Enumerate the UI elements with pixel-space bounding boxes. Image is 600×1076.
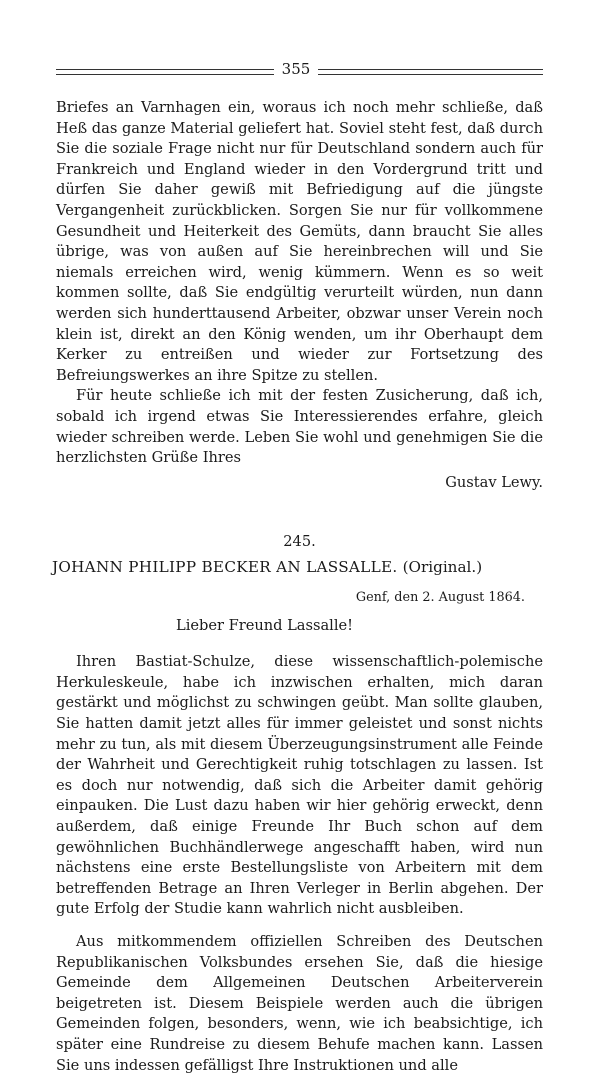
dateline: Genf, den 2. August 1864. [355, 590, 525, 606]
continued-paragraph-2: Für heute schließe ich mit der festen Zusicherung, daß ich, sobald ich irgend etwas Sie Interessierendes erfahre, gleich wieder schreiben werde. Leben Sie wohl und genehmigen Sie die herzlichsten Grüße Ihres [56, 387, 543, 467]
letter-paragraph-2: Aus mitkommendem offiziellen Schreiben des Deutschen Republikanischen Volksbundes ersehen Sie, daß die hiesige Gemeinde dem Allgemeinen Deutschen Arbeiterverein beigetreten ist. Diesem Beispiele werden auch die übrigen Gemeinden folgen, besonders, wenn, wie ich beabsichtige, ich später eine Rundreise zu diesem Behufe machen kann. Lassen Sie uns indessen gefälligst Ihre Instruktionen und alle [56, 933, 543, 1074]
continued-letter [56, 98, 543, 493]
running-header [56, 58, 543, 84]
header-rule-right [318, 69, 543, 75]
salutation: Lieber Freund Lassalle! [176, 617, 354, 635]
page-number: 355 [281, 60, 311, 78]
signature: Gustav Lewy. [445, 473, 543, 491]
book-page [52, 58, 543, 1076]
letter-heading-title: JOHANN PHILIPP BECKER AN LASSALLE. [52, 558, 398, 577]
letter-paragraph-1: Ihren Bastiat-Schulze, diese wissenschaftlich-polemische Herkuleskeule, habe ich inzwischen erhalten, mich daran gestärkt und möglichst zu schwingen geübt. Man sollte glauben, Sie hatten damit jetzt alles für immer geleistet und sonst nichts mehr zu tun, als mit diesem Überzeugungsinstrument alle Feinde der Wahrheit und Gerechtigkeit ruhig totschlagen zu lassen. Ist es doch nur notwendig, daß sich die Arbeiter damit gehörig einpauken. Die Lust dazu haben wir hier gehörig erweckt, denn außerdem, daß einige Freunde Ihr Buch schon auf dem gewöhnlichen Buchhändlerwege angeschafft haben, wird nun nächstens eine erste Bestellungsliste von Arbeitern mit dem betreffenden Betrage an Ihren Verleger in Berlin abgehen. Der gute Erfolg der Studie kann wahrlich nicht ausbleiben. [56, 653, 543, 918]
letter-number: 245. [283, 533, 316, 551]
header-rule-left [56, 69, 274, 75]
letter-heading-note: (Original.) [402, 558, 483, 577]
continued-paragraph-1: Briefes an Varnhagen ein, woraus ich noch mehr schließe, daß Heß das ganze Material geliefert hat. Soviel steht fest, daß durch Sie die soziale Frage nicht nur für Deutschland sondern auch für Frankreich und England wieder in den Vordergrund tritt und dürfen Sie daher gewiß mit Befriedigung auf die jüngste Vergangenheit zurückblicken. Sorgen Sie nur für vollkommene Gesundheit und Heiterkeit des Gemüts, dann braucht Sie alles übrige, was von außen auf Sie hereinbrechen will und Sie niemals erreichen wird, wenig kümmern. Wenn es so weit kommen sollte, daß Sie endgültig verurteilt würden, nun dann werden sich hunderttausend Arbeiter, obzwar unser Verein noch klein ist, direkt an den König wenden, um ihr Oberhaupt dem Kerker zu entreißen und wieder zur Fortsetzung des Befreiungswerkes an ihre Spitze zu stellen. [56, 99, 543, 384]
letter-heading [52, 558, 543, 576]
